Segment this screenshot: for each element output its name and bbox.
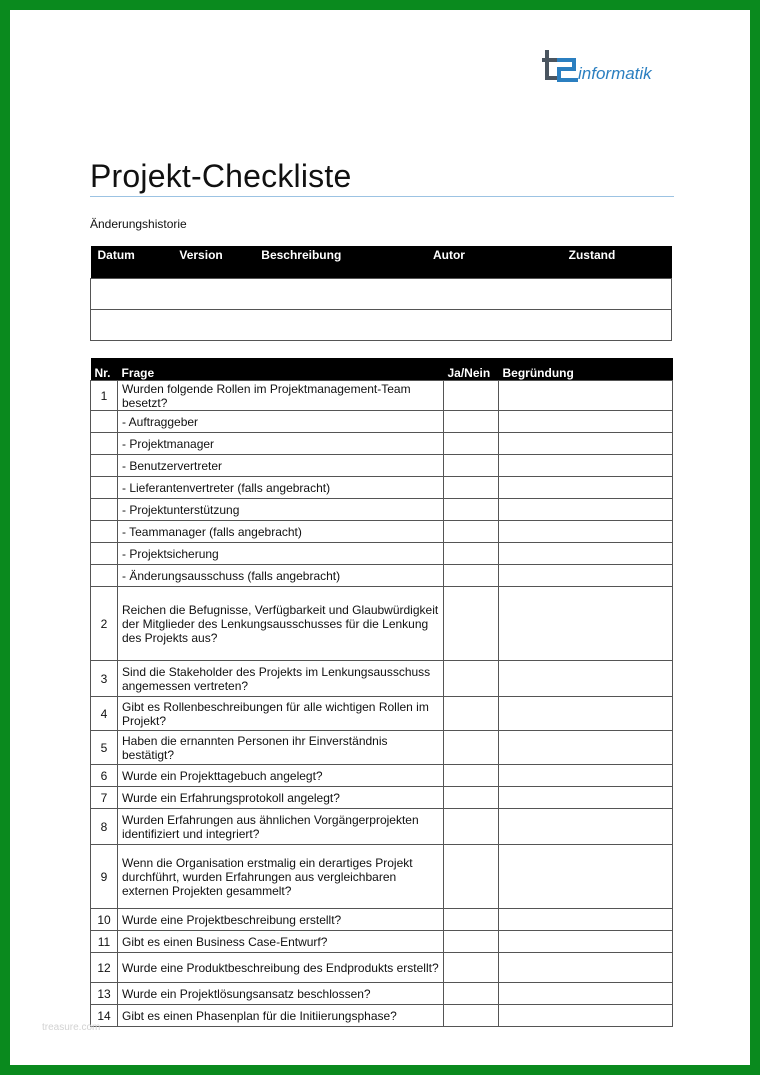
row-number: 13 [91, 983, 118, 1005]
begruendung-cell[interactable] [499, 765, 673, 787]
ja-nein-cell[interactable] [444, 931, 499, 953]
question-text: - Änderungsausschuss (falls angebracht) [118, 565, 444, 587]
ja-nein-cell[interactable] [444, 697, 499, 731]
question-text: Wurde eine Projektbeschreibung erstellt? [118, 909, 444, 931]
begruendung-cell[interactable] [499, 587, 673, 661]
begruendung-cell[interactable] [499, 909, 673, 931]
begruendung-cell[interactable] [499, 433, 673, 455]
checklist-table [90, 358, 673, 1027]
question-text: - Projektsicherung [118, 543, 444, 565]
history-heading: Änderungshistorie [90, 217, 187, 231]
question-text: Wurde ein Projektlösungsansatz beschlossen? [118, 983, 444, 1005]
row-number: 14 [91, 1005, 118, 1027]
checklist-row [91, 731, 673, 765]
row-number [91, 455, 118, 477]
row-number [91, 477, 118, 499]
begruendung-cell[interactable] [499, 565, 673, 587]
ja-nein-cell[interactable] [444, 787, 499, 809]
checklist-row [91, 809, 673, 845]
ja-nein-cell[interactable] [444, 809, 499, 845]
checklist-row [91, 499, 673, 521]
checklist-row [91, 931, 673, 953]
checklist-row [91, 765, 673, 787]
ja-nein-cell[interactable] [444, 411, 499, 433]
begruendung-cell[interactable] [499, 477, 673, 499]
history-empty-cell[interactable] [91, 279, 672, 310]
history-row [91, 279, 672, 310]
title-divider [90, 196, 674, 197]
ja-nein-cell[interactable] [444, 909, 499, 931]
ja-nein-cell[interactable] [444, 1005, 499, 1027]
checklist-row [91, 953, 673, 983]
history-row [91, 310, 672, 341]
checklist-row [91, 1005, 673, 1027]
ja-nein-cell[interactable] [444, 661, 499, 697]
ja-nein-cell[interactable] [444, 499, 499, 521]
question-text: Wurde ein Projekttagebuch angelegt? [118, 765, 444, 787]
checklist-col-frage: Frage [118, 358, 444, 381]
row-number: 10 [91, 909, 118, 931]
row-number: 5 [91, 731, 118, 765]
begruendung-cell[interactable] [499, 661, 673, 697]
question-text: - Benutzervertreter [118, 455, 444, 477]
t2informatik-logo [542, 50, 682, 86]
row-number: 9 [91, 845, 118, 909]
begruendung-cell[interactable] [499, 787, 673, 809]
begruendung-cell[interactable] [499, 931, 673, 953]
row-number [91, 543, 118, 565]
question-text: Wenn die Organisation erstmalig ein derartiges Projekt durchführt, wurden Erfahrungen aus vergleichbaren externen Projekten gesammelt? [118, 845, 444, 909]
begruendung-cell[interactable] [499, 983, 673, 1005]
ja-nein-cell[interactable] [444, 521, 499, 543]
ja-nein-cell[interactable] [444, 477, 499, 499]
checklist-row [91, 697, 673, 731]
begruendung-cell[interactable] [499, 953, 673, 983]
begruendung-cell[interactable] [499, 521, 673, 543]
ja-nein-cell[interactable] [444, 543, 499, 565]
question-text: Wurde ein Erfahrungsprotokoll angelegt? [118, 787, 444, 809]
ja-nein-cell[interactable] [444, 953, 499, 983]
question-text: - Lieferantenvertreter (falls angebracht) [118, 477, 444, 499]
ja-nein-cell[interactable] [444, 731, 499, 765]
ja-nein-cell[interactable] [444, 381, 499, 411]
ja-nein-cell[interactable] [444, 765, 499, 787]
ja-nein-cell[interactable] [444, 845, 499, 909]
question-text: Wurde eine Produktbeschreibung des Endprodukts erstellt? [118, 953, 444, 983]
question-text: Sind die Stakeholder des Projekts im Lenkungsausschuss angemessen vertreten? [118, 661, 444, 697]
svg-text:informatik: informatik [578, 64, 652, 83]
checklist-row [91, 411, 673, 433]
question-text: - Teammanager (falls angebracht) [118, 521, 444, 543]
begruendung-cell[interactable] [499, 381, 673, 411]
checklist-row [91, 661, 673, 697]
history-empty-cell[interactable] [91, 310, 672, 341]
ja-nein-cell[interactable] [444, 983, 499, 1005]
question-text: Wurden folgende Rollen im Projektmanagement-Team besetzt? [118, 381, 444, 411]
ja-nein-cell[interactable] [444, 433, 499, 455]
row-number [91, 499, 118, 521]
question-text: Gibt es einen Business Case-Entwurf? [118, 931, 444, 953]
checklist-row [91, 477, 673, 499]
history-col-datum: Datum [91, 246, 173, 279]
watermark: treasure.com [42, 1022, 101, 1033]
checklist-row [91, 845, 673, 909]
row-number: 1 [91, 381, 118, 411]
begruendung-cell[interactable] [499, 845, 673, 909]
begruendung-cell[interactable] [499, 499, 673, 521]
begruendung-cell[interactable] [499, 809, 673, 845]
history-col-autor: Autor [426, 246, 562, 279]
question-text: Wurden Erfahrungen aus ähnlichen Vorgängerprojekten identifiziert und integriert? [118, 809, 444, 845]
begruendung-cell[interactable] [499, 697, 673, 731]
ja-nein-cell[interactable] [444, 587, 499, 661]
checklist-row [91, 543, 673, 565]
checklist-row [91, 909, 673, 931]
row-number: 12 [91, 953, 118, 983]
page-title: Projekt-Checkliste [90, 158, 352, 194]
row-number [91, 521, 118, 543]
history-col-beschreibung: Beschreibung [254, 246, 426, 279]
checklist-row [91, 787, 673, 809]
history-col-zustand: Zustand [562, 246, 672, 279]
checklist-row [91, 565, 673, 587]
checklist-row [91, 983, 673, 1005]
history-table [90, 246, 672, 341]
row-number: 3 [91, 661, 118, 697]
question-text: Haben die ernannten Personen ihr Einverständnis bestätigt? [118, 731, 444, 765]
row-number: 4 [91, 697, 118, 731]
checklist-col-janein: Ja/Nein [444, 358, 499, 381]
begruendung-cell[interactable] [499, 455, 673, 477]
begruendung-cell[interactable] [499, 731, 673, 765]
document-page [10, 10, 750, 1065]
begruendung-cell[interactable] [499, 543, 673, 565]
row-number [91, 565, 118, 587]
row-number: 8 [91, 809, 118, 845]
row-number [91, 433, 118, 455]
question-text: Reichen die Befugnisse, Verfügbarkeit und Glaubwürdigkeit der Mitglieder des Lenkungsausschusses für die Lenkung des Projekts aus? [118, 587, 444, 661]
ja-nein-cell[interactable] [444, 565, 499, 587]
question-text: - Auftraggeber [118, 411, 444, 433]
question-text: - Projektmanager [118, 433, 444, 455]
checklist-row [91, 587, 673, 661]
row-number [91, 411, 118, 433]
history-col-version: Version [172, 246, 254, 279]
row-number: 6 [91, 765, 118, 787]
ja-nein-cell[interactable] [444, 455, 499, 477]
begruendung-cell[interactable] [499, 411, 673, 433]
checklist-row [91, 381, 673, 411]
row-number: 7 [91, 787, 118, 809]
question-text: - Projektunterstützung [118, 499, 444, 521]
row-number: 11 [91, 931, 118, 953]
question-text: Gibt es Rollenbeschreibungen für alle wichtigen Rollen im Projekt? [118, 697, 444, 731]
history-header-row [91, 246, 672, 279]
row-number: 2 [91, 587, 118, 661]
begruendung-cell[interactable] [499, 1005, 673, 1027]
checklist-col-nr: Nr. [91, 358, 118, 381]
checklist-row [91, 521, 673, 543]
checklist-header-row [91, 358, 673, 381]
checklist-row [91, 455, 673, 477]
question-text: Gibt es einen Phasenplan für die Initiierungsphase? [118, 1005, 444, 1027]
checklist-col-begruendung: Begründung [499, 358, 673, 381]
checklist-row [91, 433, 673, 455]
